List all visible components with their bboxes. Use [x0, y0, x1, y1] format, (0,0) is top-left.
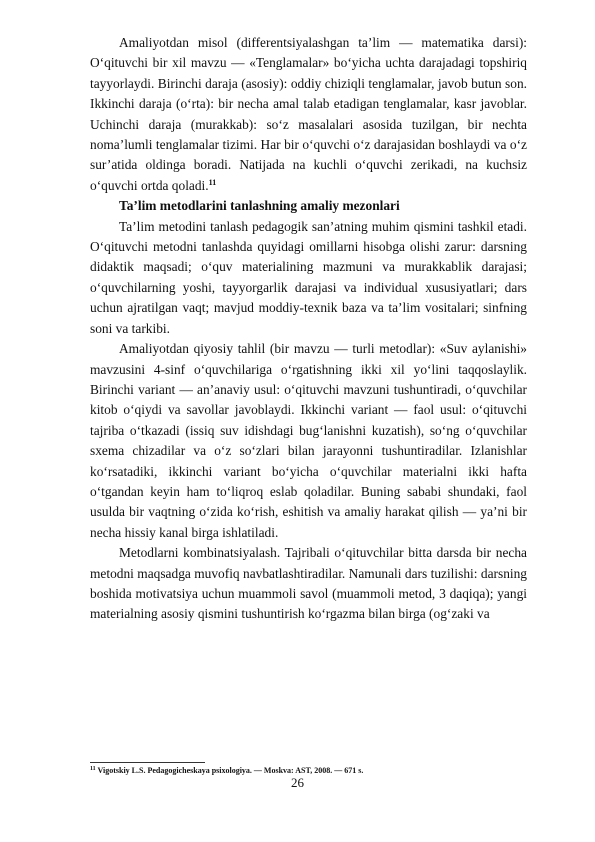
- footnote-text: Vigotskiy L.S. Pedagogicheskaya psixologiya. — Moskva: AST, 2008. — 671 s.: [97, 766, 364, 775]
- body-text: [90, 33, 527, 625]
- paragraph-example-differentiated: [90, 33, 527, 196]
- section-heading: Ta’lim metodlarini tanlashning amaliy mezonlari: [119, 198, 400, 214]
- page-number: 26: [291, 775, 304, 790]
- paragraph-method-selection: Ta’lim metodini tanlash pedagogik san’atning muhim qismini tashkil etadi. O‘qituvchi metodni tanlashda quyidagi omillarni hisobga olishi zarur: darsning didaktik maqsadi; o‘quv materialining mazmuni va murakkablik darajasi; o‘quvchilarning yoshi, tayyorgarlik darajasi va individual xususiyatlari; dars uchun ajratilgan vaqt; mavjud moddiy-texnik baza va ta’lim vositalari; sinfning soni va tarkibi.: [90, 218, 527, 336]
- footnote-separator: [90, 762, 205, 763]
- paragraph-method-combination: Metodlarni kombinatsiyalash. Tajribali o‘qituvchilar bitta darsda bir necha metodni maqsadga muvofiq navbatlashtiradilar. Namunali dars tuzilishi: darsning boshida motivatsiya uchun muammoli savol (muammoli metod, 3 daqiqa); yangi materialning asosiy qismini tushuntirish ko‘rgazma bilan birga (og‘zaki va: [90, 545, 527, 622]
- footnote-number: 11: [90, 766, 96, 772]
- footnote-reference: 11: [208, 177, 217, 187]
- paragraph-text: Amaliyotdan misol (differentsiyalashgan ta’lim — matematika darsi): O‘qituvchi bir xil mavzu — «Tenglamalar» bo‘yicha uchta darajadagi topshiriq tayyorlaydi. Birinchi daraja (asosiy): oddiy chiziqli tenglamalar, javob butun son. Ikkinchi daraja (o‘rta): bir necha amal talab etadigan tenglamalar, kasr javoblar. Uchinchi daraja (murakkab): so‘z masalalari asosida tuzilgan, bir nechta noma’lumli tenglamalar tizimi. Har bir o‘quvchi o‘z darajasidan boshlaydi va o‘z sur’atida oldinga boradi. Natijada na kuchli o‘quvchi zerikadi, na kuchsiz o‘quvchi ortda qoladi.: [90, 35, 527, 193]
- paragraph-comparative-analysis: Amaliyotdan qiyosiy tahlil (bir mavzu — turli metodlar): «Suv aylanishi» mavzusini 4-sinf o‘quvchilariga o‘rgatishning ikki xil yo‘lini taqqoslaylik. Birinchi variant — an’anaviy usul: o‘qituvchi mavzuni tushuntiradi, o‘quvchilar kitob o‘qiydi va savollar javoblaydi. Ikkinchi variant — faol usul: o‘qituvchi tajriba o‘tkazadi (issiq suv idishdagi bug‘lanishni kuzatish), so‘ng o‘quvchilar sxema chizadilar va o‘z so‘zlari bilan jarayonni tushuntiradilar. Izlanishlar ko‘rsatadiki, ikkinchi variant bo‘yicha o‘quvchilar materialni ikki hafta o‘tgandan keyin ham to‘liqroq eslab qoladilar. Buning sababi shundaki, faol usulda bir vaqtning o‘zida ko‘rish, eshitish va amaliy harakat qilish — ya’ni bir necha hissiy kanal birga ishlatiladi.: [90, 341, 527, 540]
